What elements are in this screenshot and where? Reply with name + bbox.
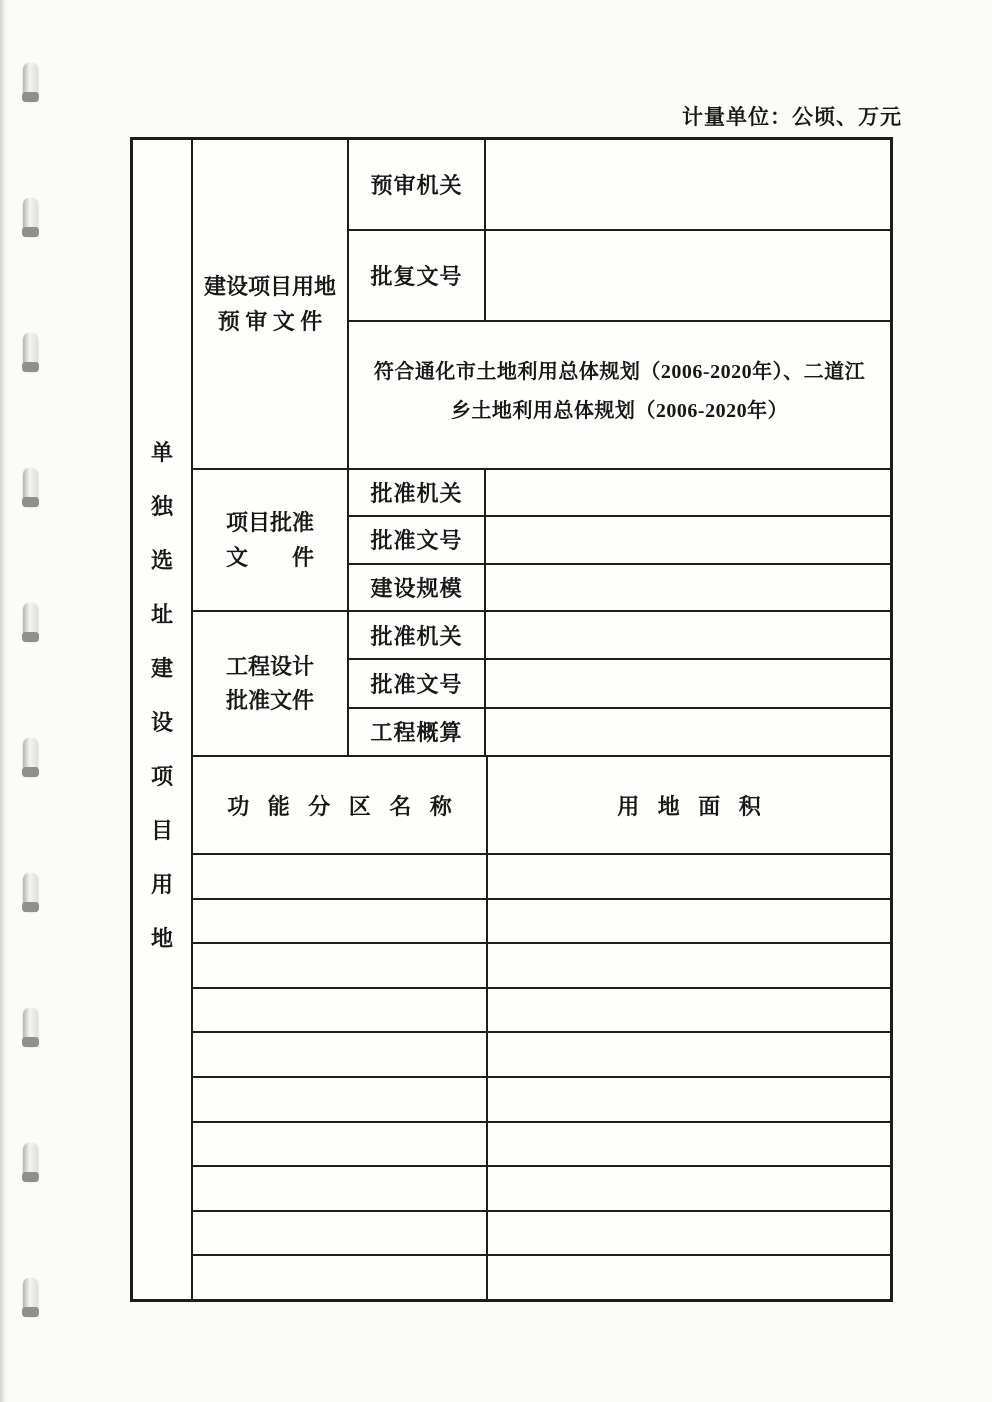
design-approval-number-label: 批准文号 xyxy=(349,660,486,706)
zone-row xyxy=(193,1167,890,1212)
binder-ring xyxy=(23,603,38,641)
zone-area-cell xyxy=(488,1123,890,1166)
project-approval-title-cell xyxy=(193,470,349,610)
design-approval-authority-value xyxy=(486,612,890,658)
zone-area-cell xyxy=(488,1167,890,1210)
zone-rows-container xyxy=(193,855,890,1299)
design-approval-number-value xyxy=(486,660,890,706)
zone-name-cell xyxy=(193,1167,488,1210)
binder-ring xyxy=(23,1278,38,1316)
design-approval-title-cell xyxy=(193,612,349,755)
preliminary-row xyxy=(349,140,890,231)
zone-name-cell xyxy=(193,1123,488,1166)
design-approval-title-line2: 批准文件 xyxy=(225,688,314,713)
zone-name-cell xyxy=(193,944,488,987)
zone-name-cell xyxy=(193,1256,488,1299)
zone-area-cell xyxy=(488,989,890,1032)
design-approval-row xyxy=(349,660,890,708)
zone-row xyxy=(193,1123,890,1168)
construction-scale-label: 建设规模 xyxy=(349,565,486,610)
design-approval-row xyxy=(349,612,890,660)
binder-ring xyxy=(23,63,38,101)
section-design-approval xyxy=(193,612,890,757)
project-budget-value xyxy=(486,709,890,755)
project-approval-title-line2: 文 件 xyxy=(225,544,314,570)
binder-ring xyxy=(23,738,38,776)
zone-row xyxy=(193,1078,890,1123)
land-use-form-table xyxy=(130,137,893,1302)
section-project-approval xyxy=(193,470,890,612)
zone-row xyxy=(193,855,890,900)
project-budget-label: 工程概算 xyxy=(349,709,486,755)
planning-compliance-row xyxy=(349,322,890,468)
preliminary-row xyxy=(349,231,890,322)
binder-ring xyxy=(23,333,38,371)
approval-doc-number-value xyxy=(486,231,890,320)
zone-name-cell xyxy=(193,989,488,1032)
zone-row xyxy=(193,1256,890,1299)
binder-ring xyxy=(23,1143,38,1181)
zone-header-row xyxy=(193,757,890,855)
binder-ring xyxy=(23,198,38,236)
approval-number-label: 批准文号 xyxy=(349,517,486,562)
binder-ring xyxy=(23,873,38,911)
zone-area-cell xyxy=(488,1256,890,1299)
zone-row xyxy=(193,944,890,989)
preliminary-title-line2: 预 审 文 件 xyxy=(217,308,323,334)
zone-area-cell xyxy=(488,1033,890,1076)
zone-row xyxy=(193,989,890,1034)
project-approval-row xyxy=(349,470,890,517)
zone-name-cell xyxy=(193,855,488,898)
project-approval-row xyxy=(349,517,890,564)
zone-area-header: 用 地 面 积 xyxy=(617,793,761,819)
zone-area-cell xyxy=(488,1078,890,1121)
page-edge-shadow xyxy=(0,0,8,1402)
preliminary-title-cell xyxy=(193,140,349,468)
side-header-label: 单 独 选 址 建 设 项 目 用 地 xyxy=(150,440,173,951)
zone-area-cell xyxy=(488,1212,890,1255)
zone-row xyxy=(193,1033,890,1078)
side-header-cell xyxy=(133,140,193,1299)
project-approval-row xyxy=(349,565,890,610)
section-preliminary-review xyxy=(193,140,890,470)
approval-authority-label: 批准机关 xyxy=(349,470,486,515)
design-approval-title-line1: 工程设计 xyxy=(225,653,314,679)
pre-review-authority-value xyxy=(486,140,890,229)
zone-row xyxy=(193,1212,890,1257)
approval-number-value xyxy=(486,517,890,562)
zone-name-cell xyxy=(193,1078,488,1121)
project-approval-title-line1: 项目批准 xyxy=(225,510,314,535)
design-approval-row xyxy=(349,709,890,755)
zone-area-cell xyxy=(488,855,890,898)
zone-name-cell xyxy=(193,900,488,943)
zone-name-cell xyxy=(193,1033,488,1076)
zone-name-cell xyxy=(193,1212,488,1255)
binder-ring xyxy=(23,1008,38,1046)
design-approval-authority-label: 批准机关 xyxy=(349,612,486,658)
zone-area-cell xyxy=(488,900,890,943)
pre-review-authority-label: 预审机关 xyxy=(349,140,486,229)
binder-ring xyxy=(23,468,38,506)
zone-row xyxy=(193,900,890,945)
approval-doc-number-label: 批复文号 xyxy=(349,231,486,320)
zone-area-cell xyxy=(488,944,890,987)
construction-scale-value xyxy=(486,565,890,610)
unit-note: 计量单位：公顷、万元 xyxy=(682,105,902,129)
preliminary-title-line1: 建设项目用地 xyxy=(203,274,336,299)
zone-name-header: 功 能 分 区 名 称 xyxy=(193,757,488,853)
planning-compliance-note: 符合通化市土地利用总体规划（2006-2020年）、二道江乡土地利用总体规划（2006-2020年） xyxy=(373,361,866,422)
approval-authority-value xyxy=(486,470,890,515)
